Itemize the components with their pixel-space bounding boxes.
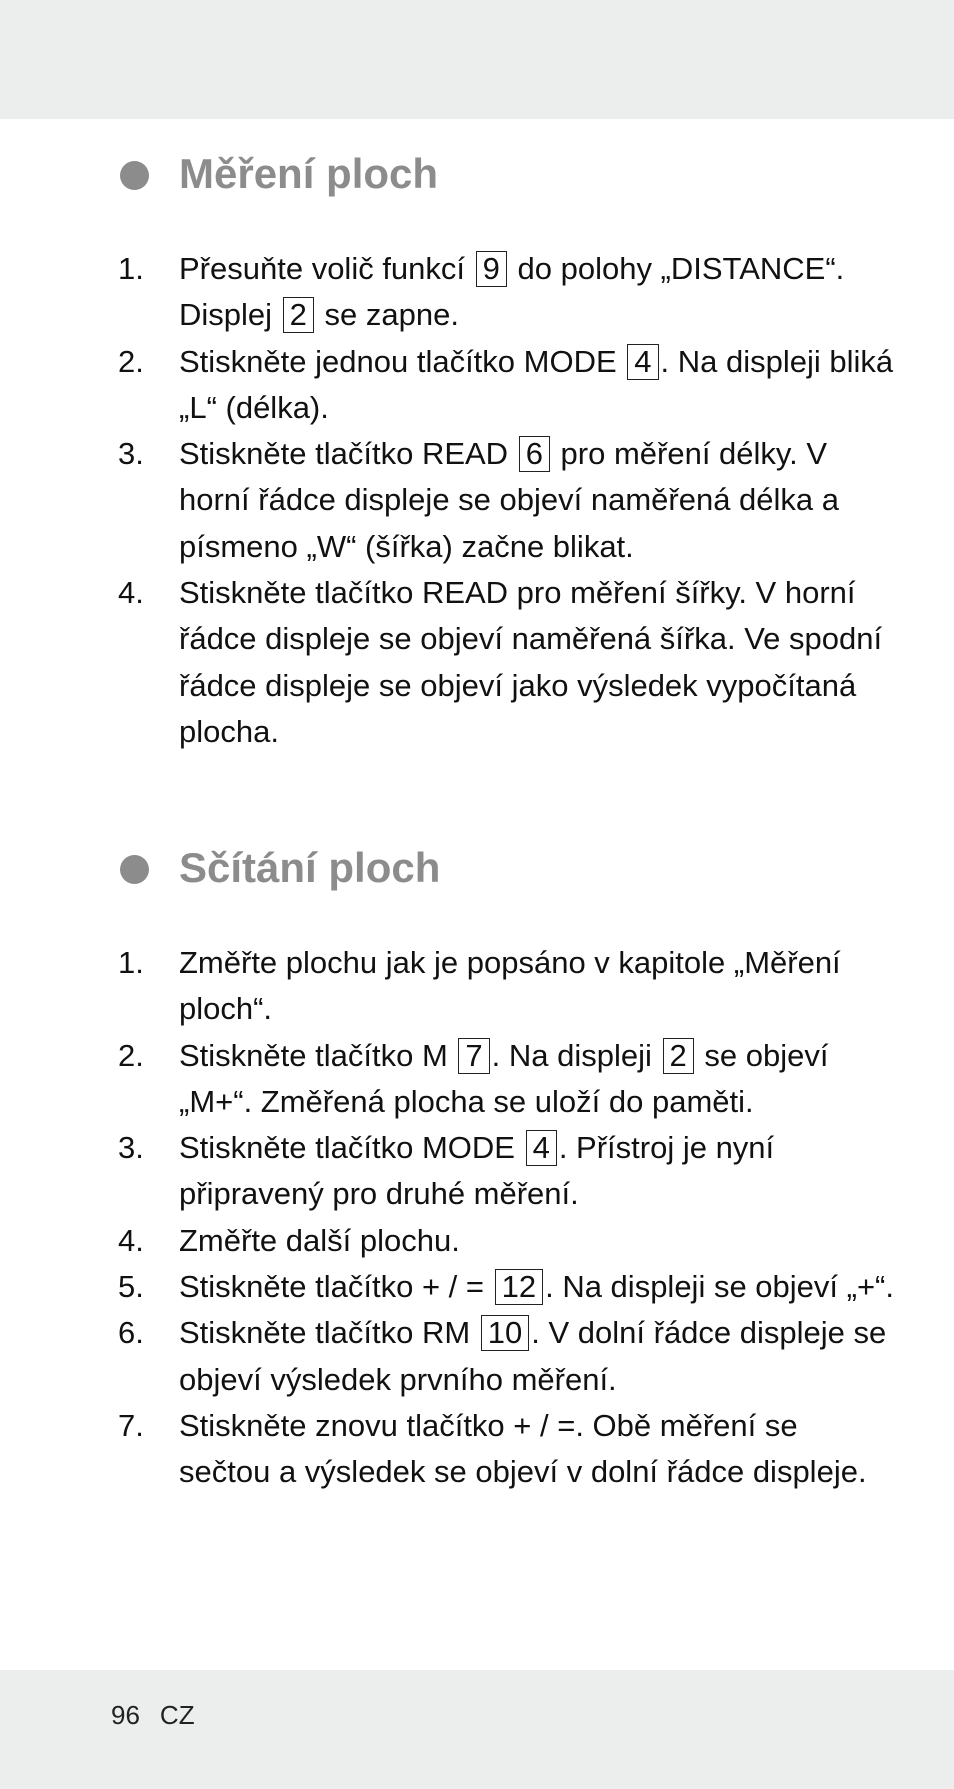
header-band [0,0,954,119]
list-item: 5. Stiskněte tlačítko + / = 12 . Na displeji se objeví „+“. [118,1269,894,1305]
part-number-box: 4 [627,344,658,380]
list-item: 2. Stiskněte tlačítko M 7 . Na displeji 2 se objeví „M+“. Změřená plocha se uloží do paměti. [118,1037,829,1119]
bullet-icon [120,161,149,190]
section-title: Měření ploch [179,150,439,197]
list-item: 3. Stiskněte tlačítko READ 6 pro měření délky. V horní řádce displeje se objeví naměřená délka a písmeno „W“ (šířka) začne blikat. [118,436,840,564]
section-title: Sčítání ploch [179,844,441,891]
section-scitani-ploch [0,838,954,1490]
list-item: 7. Stiskněte znovu tlačítko + / =. Obě měření se sečtou a výsledek se objeví v dolní řádce displeje. [118,1407,867,1490]
part-number-box: 9 [476,251,507,287]
page-number: 96 [111,1700,140,1730]
list-item: 2. Stiskněte jednou tlačítko MODE 4 . Na displeji bliká „L“ (délka). [118,343,894,425]
list-item: 6. Stiskněte tlačítko RM 10 . V dolní řádce displeje se objeví výsledek prvního měření. [118,1315,887,1397]
part-number-box: 12 [495,1269,543,1305]
list-item: 1. Přesuňte volič funkcí 9 do polohy „DISTANCE“. Displej 2 se zapne. [118,251,845,333]
section-heading [0,838,954,898]
part-number-box: 6 [519,436,550,472]
steps-list [0,940,954,1496]
language-code: CZ [159,1700,195,1730]
list-item: 3. Stiskněte tlačítko MODE 4 . Přístroj je nyní připravený pro druhé měření. [118,1130,775,1212]
part-number-box: 10 [481,1315,529,1351]
steps-list [0,246,954,755]
part-number-box: 2 [283,297,314,333]
bullet-icon [120,855,149,884]
section-mereni-ploch [0,144,954,749]
page-footer [111,1700,215,1731]
section-heading [0,144,954,204]
part-number-box: 7 [458,1038,489,1074]
part-number-box: 2 [663,1038,694,1074]
part-number-box: 4 [526,1130,557,1166]
list-item: 4. Změřte další plochu. [118,1222,460,1258]
list-item: 4. Stiskněte tlačítko READ pro měření šířky. V horní řádce displeje se objeví naměřená šířka. Ve spodní řádce displeje se objeví jako výsledek vypočítaná plocha. [118,575,883,749]
list-item: 1. Změřte plochu jak je popsáno v kapitole „Měření ploch“. [118,945,841,1027]
